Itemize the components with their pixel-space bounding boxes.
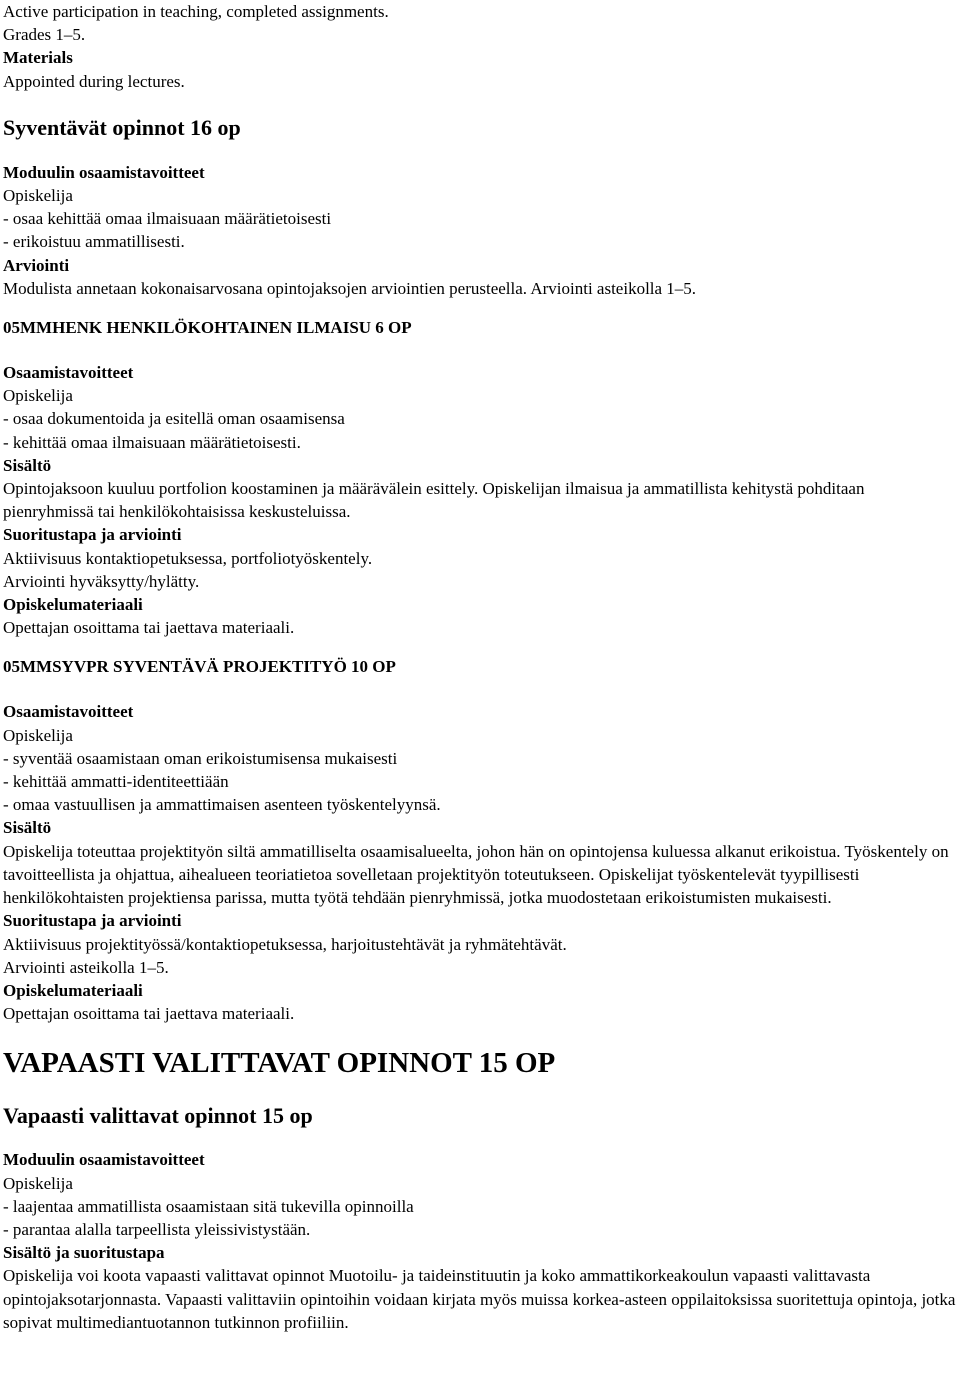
module-title: Syventävät opinnot 16 op <box>3 114 241 140</box>
module-student-label: Opiskelija <box>3 186 73 206</box>
materials-text: Appointed during lectures. <box>3 71 185 91</box>
course-goal-1: - syventää osaamistaan oman erikoistumisensa mukaisesti <box>3 748 398 768</box>
module-content-heading: Sisältö ja suoritustapa <box>3 1243 165 1263</box>
section-title: VAPAASTI VALITTAVAT OPINNOT 15 OP <box>3 1047 556 1080</box>
module-eval-text: Modulista annetaan kokonaisarvosana opintojaksojen arviointien perusteella. Arviointi asteikolla 1–5. <box>3 278 697 298</box>
course-student-label: Opiskelija <box>3 386 73 406</box>
course-method-heading: Suoritustapa ja arviointi <box>3 525 182 545</box>
course-title: 05MMHENK HENKILÖKOHTAINEN ILMAISU 6 OP <box>3 318 412 338</box>
materials-heading: Materials <box>3 48 73 68</box>
course-method-line-2: Arviointi asteikolla 1–5. <box>3 957 169 977</box>
module-goals-heading: Moduulin osaamistavoitteet <box>3 1150 205 1170</box>
course-syventava-projektityo <box>3 655 957 1025</box>
course-goals-heading: Osaamistavoitteet <box>3 363 134 383</box>
module-student-label: Opiskelija <box>3 1173 73 1193</box>
intro-section <box>3 0 957 93</box>
module-eval-heading: Arviointi <box>3 255 70 275</box>
module-goals-heading: Moduulin osaamistavoitteet <box>3 162 205 182</box>
course-goal-2: - kehittää ammatti-identiteettiään <box>3 772 229 792</box>
course-method-heading: Suoritustapa ja arviointi <box>3 911 182 931</box>
module-content-text: Opiskelija voi koota vapaasti valittavat opinnot Muotoilu- ja taideinstituutin ja koko ammattikorkeakoulun vapaasti valittavasta opintojaksotarjonnasta. Vapaasti valittaviin opintoihin voidaan kirjata myös muissa korkea-asteen oppilaitoksissa suoritettuja opintoja, jotka sopivat multimediantuotannon tutkinnon profiiliin. <box>3 1266 956 1332</box>
course-henkilokohtainen-ilmaisu <box>3 316 957 639</box>
module-goal-1: - laajentaa ammatillista osaamistaan sitä tukevilla opinnoilla <box>3 1196 414 1216</box>
course-content-text: Opiskelija toteuttaa projektityön siltä ammatilliselta osaamisalueelta, johon hän on opintojensa kuluessa alkanut erikoistua. Työskentely on tavoitteellista ja ohjattua, aihealueen teoriatietoa sovelletaan projektityön toteutukseen. Opiskelijat työskentelevät tyypillisesti henkilökohtaisten projektiensa parissa, mutta työtä tehdään pienryhmissä, jotka muodostetaan erikoistumisten mukaisesti. <box>3 841 949 908</box>
intro-line-2: Grades 1–5. <box>3 25 86 45</box>
course-goals-heading: Osaamistavoitteet <box>3 702 134 722</box>
course-method-line-1: Aktiivisuus projektityössä/kontaktiopetuksessa, harjoitustehtävät ja ryhmätehtävät. <box>3 934 567 954</box>
module-goal-2: - parantaa alalla tarpeellista yleissivistystään. <box>3 1219 311 1239</box>
module-syventavat <box>3 114 957 300</box>
course-content-heading: Sisältö <box>3 818 52 838</box>
course-material-heading: Opiskelumateriaali <box>3 595 143 615</box>
course-goal-2: - kehittää omaa ilmaisuaan määrätietoisesti. <box>3 432 301 452</box>
course-goal-1: - osaa dokumentoida ja esitellä oman osaamisensa <box>3 409 345 429</box>
section-vapaasti-valittavat <box>3 1046 957 1334</box>
course-content-text: Opintojaksoon kuuluu portfolion koostaminen ja määrävälein esittely. Opiskelijan ilmaisua ja ammatillista kehitystä pohditaan pienryhmissä tai henkilökohtaisissa keskusteluissa. <box>3 479 865 522</box>
course-method-line-2: Arviointi hyväksytty/hylätty. <box>3 571 200 591</box>
module-goal-2: - erikoistuu ammatillisesti. <box>3 232 185 252</box>
course-method-line-1: Aktiivisuus kontaktiopetuksessa, portfoliotyöskentely. <box>3 548 373 568</box>
intro-line-1: Active participation in teaching, completed assignments. <box>3 2 389 21</box>
course-goal-3: - omaa vastuullisen ja ammattimaisen asenteen työskentelyynsä. <box>3 795 441 815</box>
module-goal-1: - osaa kehittää omaa ilmaisuaan määrätietoisesti <box>3 209 332 229</box>
course-content-heading: Sisältö <box>3 455 52 475</box>
course-material-heading: Opiskelumateriaali <box>3 980 143 1000</box>
course-student-label: Opiskelija <box>3 725 73 745</box>
course-material-text: Opettajan osoittama tai jaettava materiaali. <box>3 1004 295 1024</box>
module-title: Vapaasti valittavat opinnot 15 op <box>3 1103 313 1129</box>
course-title: 05MMSYVPR SYVENTÄVÄ PROJEKTITYÖ 10 OP <box>3 657 396 677</box>
course-material-text: Opettajan osoittama tai jaettava materiaali. <box>3 618 295 638</box>
